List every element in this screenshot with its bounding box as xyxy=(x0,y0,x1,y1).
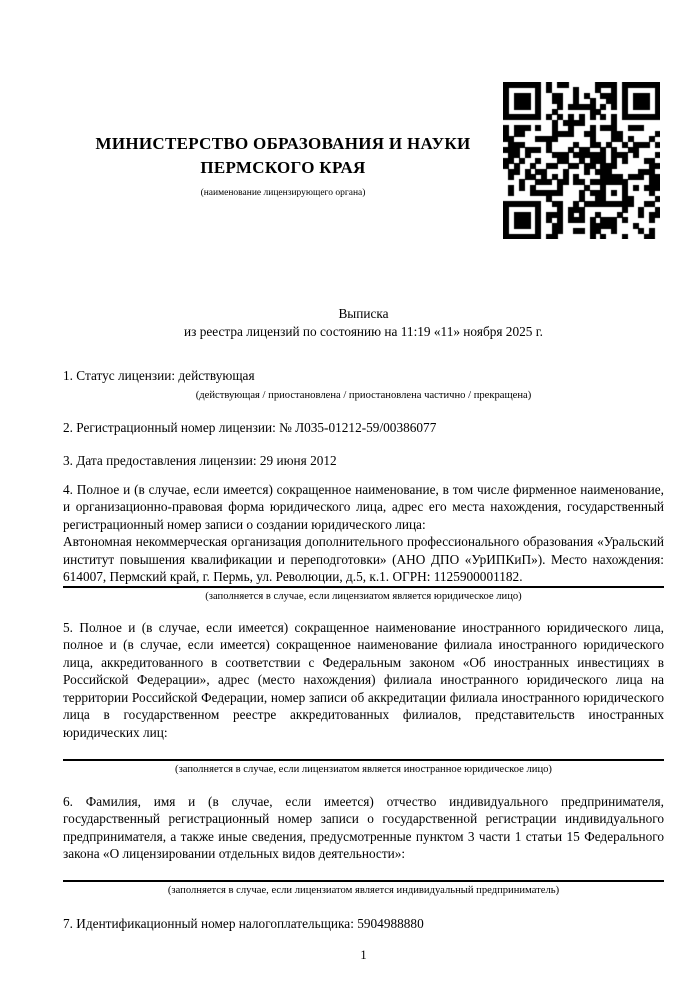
ministry-name-note: (наименование лицензирующего органа) xyxy=(200,187,366,198)
section-text: 5. Полное и (в случае, если имеется) сокращенное наименование иностранного юридического лица, полное и (в случае, если имеется) сокращенное наименование филиала иностранного юридического лица, аккредитованного в соответствии с Федеральным законом «Об иностранных инвестициях в Российской Федерации», адрес (место нахождения) филиала иностранного юридического лица на территории Российской Федерации, номер записи об аккредитации филиала иностранного юридического лица в государственном реестре аккредитованных филиалов, представительств иностранных юридических лиц: xyxy=(63,619,664,740)
licensing-authority-block xyxy=(63,123,503,199)
field-underline xyxy=(63,759,664,761)
section-taxpayer-id xyxy=(63,915,664,933)
section-note: (действующая / приостановлена / приостановлена частично / прекращена) xyxy=(195,389,532,401)
qr-code xyxy=(503,82,660,239)
section-individual-entrepreneur xyxy=(63,793,664,898)
field-underline xyxy=(63,586,664,588)
section-text: 1. Статус лицензии: действующая xyxy=(63,368,255,383)
document-header xyxy=(63,82,664,239)
section-text: 7. Идентификационный номер налогоплательщика: 5904988880 xyxy=(63,916,424,931)
page-number: 1 xyxy=(360,947,367,962)
section-text: 4. Полное и (в случае, если имеется) сокращенное наименование, в том числе фирменное наименование, и организационно-правовая форма юридического лица, адрес его места нахождения, государственный регистрационный номер записи о создании юридического лица: xyxy=(63,481,664,532)
section-text: 6. Фамилия, имя и (в случае, если имеется) отчество индивидуального предпринимателя, государственный регистрационный номер записи о государственной регистрации индивидуального предпринимателя, а также иные сведения, предусмотренные пунктом 3 части 1 статьи 15 Федерального закона «О лицензировании отдельных видов деятельности»: xyxy=(63,793,664,861)
section-text: 2. Регистрационный номер лицензии: № Л035-01212-59/00386077 xyxy=(63,419,437,435)
field-underline xyxy=(63,880,664,882)
extract-date-line: из реестра лицензий по состоянию на 11:19 «11» ноября 2025 г. xyxy=(184,323,543,339)
ministry-name-line1: МИНИСТЕРСТВО ОБРАЗОВАНИЯ И НАУКИ xyxy=(95,133,471,153)
section-value: Автономная некоммерческая организация дополнительного профессионального образования «Уральский институт повышения квалификации и переподготовки» (АНО ДПО «УрИПКиП»). Место нахождения: 614007, Пермский край, г. Пермь, ул. Революции, д.5, к.1. ОГРН: 1125900001182. xyxy=(63,534,664,584)
section-text: 3. Дата предоставления лицензии: 29 июня 2012 xyxy=(63,453,337,468)
section-registration-number xyxy=(63,419,664,437)
empty-field xyxy=(63,863,664,881)
extract-title: Выписка xyxy=(338,306,389,321)
section-license-status xyxy=(63,367,664,402)
section-note: (заполняется в случае, если лицензиатом является юридическое лицо) xyxy=(205,590,522,602)
section-license-date xyxy=(63,452,664,470)
ministry-name-line2: ПЕРМСКОГО КРАЯ xyxy=(200,157,366,177)
section-foreign-entity xyxy=(63,619,664,776)
document-title-block xyxy=(63,305,664,340)
empty-field xyxy=(63,741,664,759)
section-note: (заполняется в случае, если лицензиатом является индивидуальный предприниматель) xyxy=(167,885,560,896)
section-legal-entity xyxy=(63,481,664,603)
section-note: (заполняется в случае, если лицензиатом является иностранное юридическое лицо) xyxy=(175,763,552,775)
